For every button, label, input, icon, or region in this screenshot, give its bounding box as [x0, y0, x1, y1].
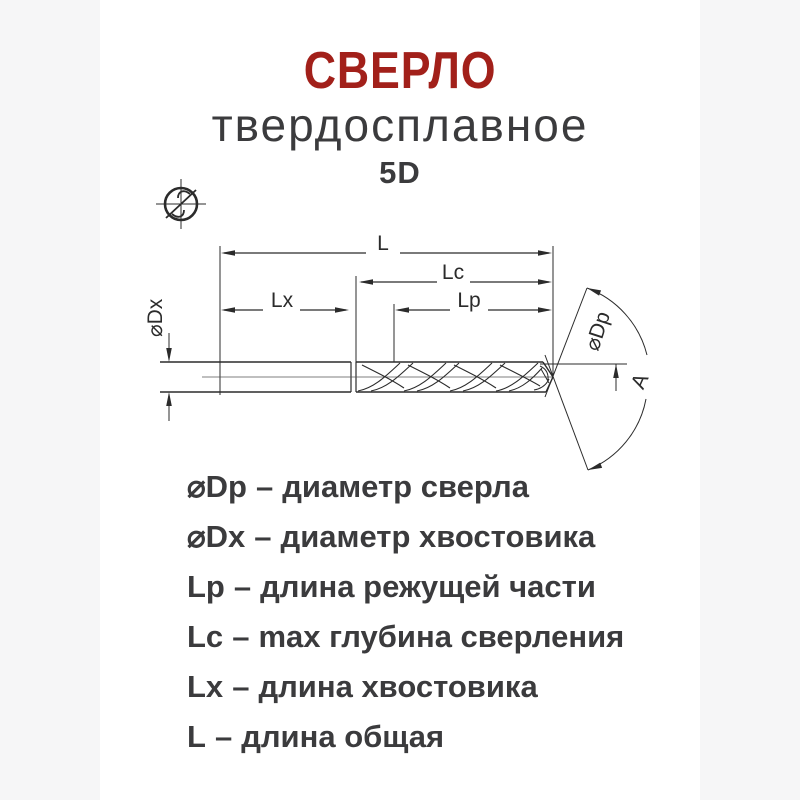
right-margin-band — [700, 0, 800, 800]
dimension-L — [221, 232, 552, 256]
legend-item-L — [187, 712, 667, 762]
legend-description: диаметр сверла — [282, 469, 529, 504]
legend-description: длина хвостовика — [258, 669, 538, 704]
legend-description: диаметр хвостовика — [280, 519, 596, 554]
legend-separator: – — [232, 619, 250, 654]
legend-term: ⌀Dp — [187, 469, 247, 504]
arrow-right-icon — [335, 307, 349, 313]
dimension-Lp — [395, 289, 552, 313]
legend-term: ⌀Dx — [187, 519, 246, 554]
drill-technical-drawing — [100, 170, 700, 490]
page-subtitle: твердосплавное — [211, 99, 589, 151]
legend-item-Dx — [187, 512, 667, 562]
arrow-left-icon — [395, 307, 409, 313]
arrow-left-icon — [359, 279, 373, 285]
legend-description: max глубина сверления — [258, 619, 625, 654]
legend-term: Lp — [187, 569, 225, 604]
dimension-Lx — [221, 289, 349, 313]
arc-arrow-icon — [586, 285, 601, 295]
drill-diagram-svg — [100, 170, 700, 490]
dim-label-L: L — [377, 232, 389, 255]
arrow-right-icon — [538, 307, 552, 313]
arrow-left-icon — [221, 307, 235, 313]
legend-separator: – — [256, 469, 274, 504]
legend-separator: – — [233, 569, 252, 604]
legend — [187, 462, 667, 762]
left-margin-band — [0, 0, 100, 800]
dimension-Lc — [359, 261, 552, 285]
arrow-right-icon — [538, 250, 552, 256]
legend-item-Lx — [187, 662, 667, 712]
legend-separator: – — [214, 719, 233, 754]
legend-description: длина общая — [241, 719, 445, 754]
dim-label-Lc: Lc — [441, 261, 465, 284]
arrow-right-icon — [538, 279, 552, 285]
legend-term: L — [187, 719, 206, 754]
legend-description: длина режущей части — [260, 569, 596, 604]
dim-label-Lx: Lx — [270, 289, 294, 312]
legend-separator: – — [232, 669, 250, 704]
arrow-down-icon — [166, 348, 172, 362]
arrow-up-icon — [613, 364, 619, 378]
legend-item-Dp — [187, 462, 667, 512]
drill-end-view-icon — [156, 179, 206, 229]
legend-separator: – — [254, 519, 272, 554]
header — [100, 44, 700, 190]
dim-label-Lp: Lp — [457, 289, 481, 312]
arrow-up-icon — [166, 392, 172, 406]
arrow-left-icon — [221, 250, 235, 256]
legend-term: Lx — [187, 669, 224, 704]
page-title: СВЕРЛО — [303, 42, 497, 100]
dim-label-Dx: ⌀Dx — [144, 298, 167, 337]
drill-side-view — [160, 362, 553, 392]
legend-item-Lc — [187, 612, 667, 662]
variant-label: 5D — [379, 155, 421, 190]
legend-term: Lc — [187, 619, 224, 654]
angle-label-A: A — [626, 370, 654, 393]
extension-lines — [220, 246, 553, 395]
dim-label-Dp: ⌀Dp — [580, 308, 615, 354]
dimension-Dx — [144, 298, 172, 421]
legend-item-Lp — [187, 562, 667, 612]
